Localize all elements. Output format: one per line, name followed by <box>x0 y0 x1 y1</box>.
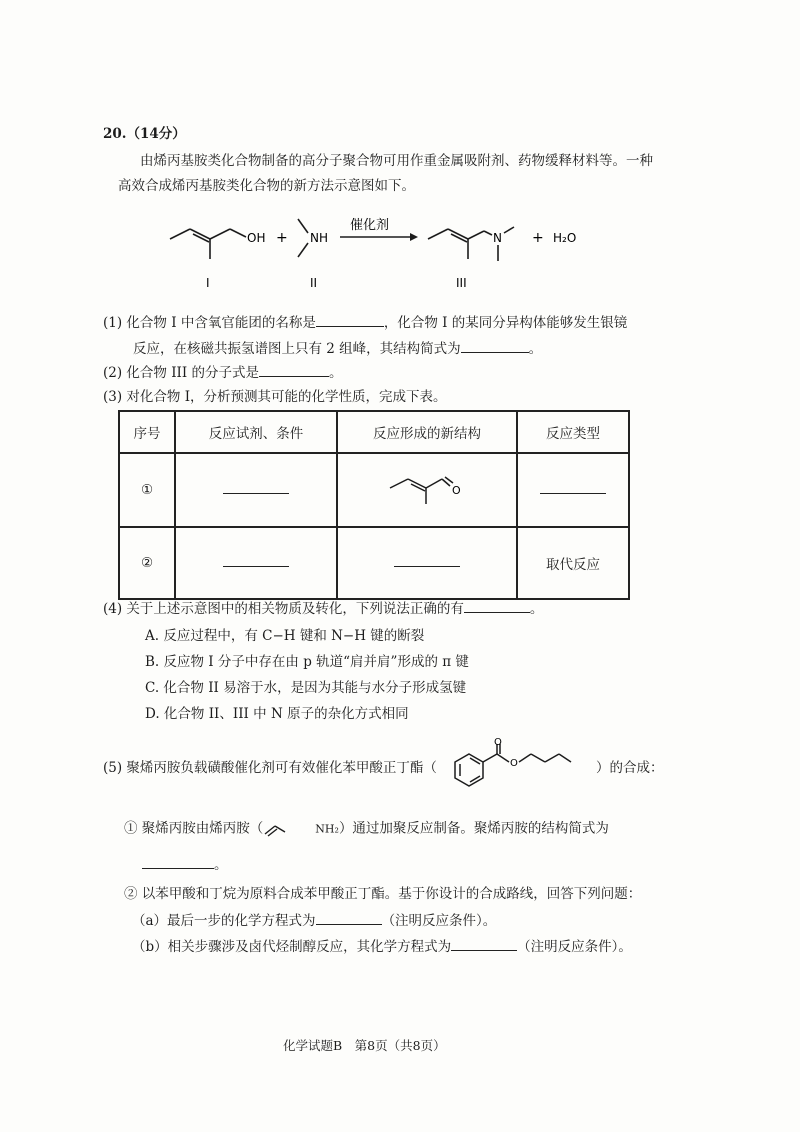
part-4-text-b: 。 <box>529 601 544 617</box>
part-5-stem-b: ）的合成： <box>596 760 664 776</box>
compound-II-structure <box>298 219 308 257</box>
label-compound-I: I <box>206 276 210 290</box>
part-1-text-d: 。 <box>528 341 543 357</box>
row-2-structure-cell[interactable] <box>337 527 517 599</box>
butyl-benzoate-structure <box>445 738 595 796</box>
carbonyl-o-label: O <box>452 484 461 497</box>
ester-o-label: O <box>510 758 518 769</box>
part-4-text-a: (4) 关于上述示意图中的相关物质及转化，下列说法正确的有 <box>103 601 464 617</box>
intro-line-1: 由烯丙基胺类化合物制备的高分子聚合物可用作重金属吸附剂、药物缓释材料等。一种 <box>140 153 653 169</box>
answer-blank-table-1b[interactable] <box>540 493 606 494</box>
sub-1-text-b: ）通过加聚反应制备。聚烯丙胺的结构简式为 <box>338 820 609 837</box>
part-5-stem-a: (5) 聚烯丙胺负载磺酸催化剂可有效催化苯甲酸正丁酯（ <box>103 760 437 776</box>
sub-question-a-line <box>132 910 496 931</box>
part-1-text-b: ，化合物 I 的某同分异构体能够发生银镜 <box>383 315 628 331</box>
amine-nh-label: NH <box>310 231 328 245</box>
amine-n-label: N <box>493 231 502 245</box>
header-number: 序号 <box>119 411 175 453</box>
hydroxyl-label: OH <box>247 231 266 245</box>
plus-sign-2: + <box>532 230 544 246</box>
water-label: H₂O <box>553 231 577 245</box>
part-2-text-a: (2) 化合物 III 的分子式是 <box>103 365 259 381</box>
amino-nh2-label: NH₂ <box>315 822 339 836</box>
part-2-text-b: 。 <box>329 365 343 381</box>
part-2-line <box>103 362 343 383</box>
part-4-stem <box>103 598 543 619</box>
plus-sign-1: + <box>276 230 288 246</box>
label-compound-III: III <box>456 276 467 290</box>
sub-question-1-line <box>124 818 609 840</box>
row-1-reagents-cell[interactable] <box>175 453 337 527</box>
question-number: 20. <box>103 126 127 142</box>
row-2-reagents-cell[interactable] <box>175 527 337 599</box>
sub-b-text-a: （b）相关步骤涉及卤代烃制醇反应，其化学方程式为 <box>132 939 452 955</box>
answer-blank-1a[interactable] <box>316 312 384 327</box>
question-header <box>103 124 186 144</box>
answer-blank-4[interactable] <box>464 598 530 613</box>
reaction-scheme <box>160 205 630 295</box>
label-compound-II: II <box>310 276 318 290</box>
option-b: B. 反应物 I 分子中存在由 p 轨道“肩并肩”形成的 π 键 <box>145 654 469 670</box>
option-c: C. 化合物 II 易溶于水，是因为其能与水分子形成氢键 <box>145 680 467 696</box>
arrow-head-icon <box>410 233 418 241</box>
header-reagents: 反应试剂、条件 <box>175 411 337 453</box>
sub-1-end: 。 <box>214 857 228 873</box>
sub-a-text-b: （注明反应条件）。 <box>381 913 497 929</box>
row-1-type-cell[interactable] <box>517 453 629 527</box>
answer-blank-1b[interactable] <box>461 338 529 353</box>
answer-blank-5a[interactable] <box>316 910 382 925</box>
intro-line-2: 高效合成烯丙基胺类化合物的新方法示意图如下。 <box>118 178 415 194</box>
row-2-number: ② <box>119 527 175 599</box>
part-1-text-a: (1) 化合物 I 中含氧官能团的名称是 <box>103 315 316 331</box>
answer-blank-table-2a[interactable] <box>223 566 289 567</box>
header-new-structure: 反应形成的新结构 <box>337 411 517 453</box>
reaction-table <box>118 410 630 600</box>
table-row <box>119 453 629 527</box>
sub-question-1-answer <box>142 854 228 875</box>
sub-question-b-line <box>132 936 632 957</box>
table-header-row <box>119 411 629 453</box>
question-points: （14分） <box>126 126 186 142</box>
sub-b-text-b: （注明反应条件）。 <box>517 939 632 955</box>
sub-1-text-a: ① 聚烯丙胺由烯丙胺（ <box>124 820 264 837</box>
answer-blank-table-1a[interactable] <box>223 493 289 494</box>
catalyst-label: 催化剂 <box>350 218 390 233</box>
ester-carbonyl-o-label: O <box>494 738 502 748</box>
sub-a-text-a: （a）最后一步的化学方程式为 <box>132 913 316 929</box>
answer-blank-5b[interactable] <box>451 936 517 951</box>
allylamine-structure <box>263 818 315 840</box>
row-1-structure-cell <box>337 453 517 527</box>
part-1-line-1 <box>103 312 627 333</box>
row-2-type: 取代反应 <box>517 527 629 599</box>
part-1-text-c: 反应，在核磁共振氢谱图上只有 2 组峰，其结构简式为 <box>133 341 461 357</box>
table-row <box>119 527 629 599</box>
aldehyde-structure <box>382 466 472 510</box>
part-1-line-2 <box>133 338 542 359</box>
part-3-line: (3) 对化合物 I，分析预测其可能的化学性质，完成下表。 <box>103 389 447 405</box>
compound-I-structure <box>170 229 246 259</box>
header-reaction-type: 反应类型 <box>517 411 629 453</box>
option-a: A. 反应过程中，有 C−H 键和 N−H 键的断裂 <box>145 628 425 644</box>
row-1-number: ① <box>119 453 175 527</box>
answer-blank-table-2b[interactable] <box>394 566 460 567</box>
sub-question-2-line: ② 以苯甲酸和丁烷为原料合成苯甲酸正丁酯。基于你设计的合成路线，回答下列问题： <box>124 886 642 902</box>
option-d: D. 化合物 II、III 中 N 原子的杂化方式相同 <box>145 706 409 722</box>
answer-blank-5-1[interactable] <box>142 854 214 869</box>
answer-blank-2[interactable] <box>259 362 329 377</box>
page-footer: 化学试题B 第8页（共8页） <box>283 1038 446 1053</box>
